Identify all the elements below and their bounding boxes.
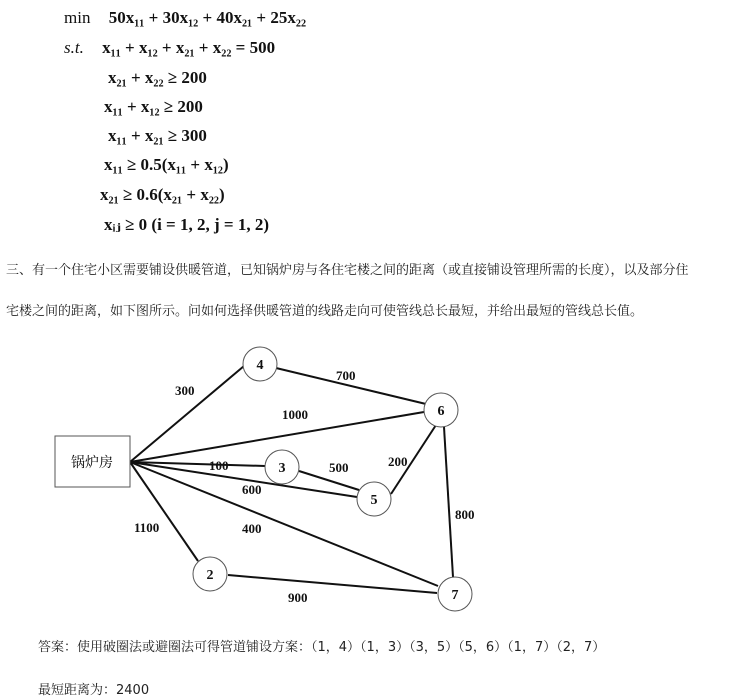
constraint: x₂₁ + x₂₂ ≥ 200 [108,68,207,87]
constraint: x₂₁ ≥ 0.6(x₂₁ + x₂₂) [100,185,225,204]
node-label: 4 [256,358,264,373]
node-label: 6 [437,404,445,419]
problem-line-2: 宅楼之间的距离，如下图所示。问如何选择供暖管道的线路走向可使管线总长最短，并给出最短的管线总长值。 [6,304,644,319]
edge-boiler-2 [130,462,198,561]
constraint: x₁₁ + x₁₂ ≥ 200 [104,97,203,116]
edge-weight: 500 [329,460,349,475]
answer-distance: 最短距离为：2400 [38,683,150,698]
edge-weight: 1000 [282,407,308,422]
objective-expression: 50x₁₁ + 30x₁₂ + 40x₂₁ + 25x₂₂ [108,8,307,27]
edge-weight: 400 [242,521,262,536]
constraint: x₁₁ + x₂₁ ≥ 300 [108,126,207,145]
st-label: s.t. [64,38,84,57]
edge-2-7 [228,575,437,593]
boiler-room-label: 锅炉房 [71,455,113,471]
node-label: 3 [278,461,286,476]
node-label: 2 [206,568,214,583]
edge-weight: 800 [455,507,475,522]
edge-weight: 900 [288,590,308,605]
edge-weight: 600 [242,482,262,497]
edge-weight: 300 [175,383,195,398]
edge-weight: 200 [388,454,408,469]
constraint: x₁₁ + x₁₂ + x₂₁ + x₂₂ = 500 [102,38,276,57]
edge-boiler-4 [130,366,244,462]
edge-6-7 [444,427,453,577]
objective-keyword: min [64,8,91,27]
problem-line-1: 三、有一个住宅小区需要铺设供暖管道，已知锅炉房与各住宅楼之间的距离（或直接铺设管理所需的长度），以及部分住 [6,263,689,278]
answer-scheme: 答案：使用破圈法或避圈法可得管道铺设方案：（1，4）（1，3）（3，5）（5，6）（1，7）（2，7） [38,640,606,655]
edge-weight: 700 [336,368,356,383]
node-label: 7 [451,588,459,603]
constraint: xᵢⱼ ≥ 0 (i = 1, 2, j = 1, 2) [104,215,270,234]
constraint: x₁₁ ≥ 0.5(x₁₁ + x₁₂) [104,155,229,174]
edge-weight: 100 [209,458,229,473]
node-label: 5 [370,493,378,508]
edge-weight: 1100 [134,520,160,535]
